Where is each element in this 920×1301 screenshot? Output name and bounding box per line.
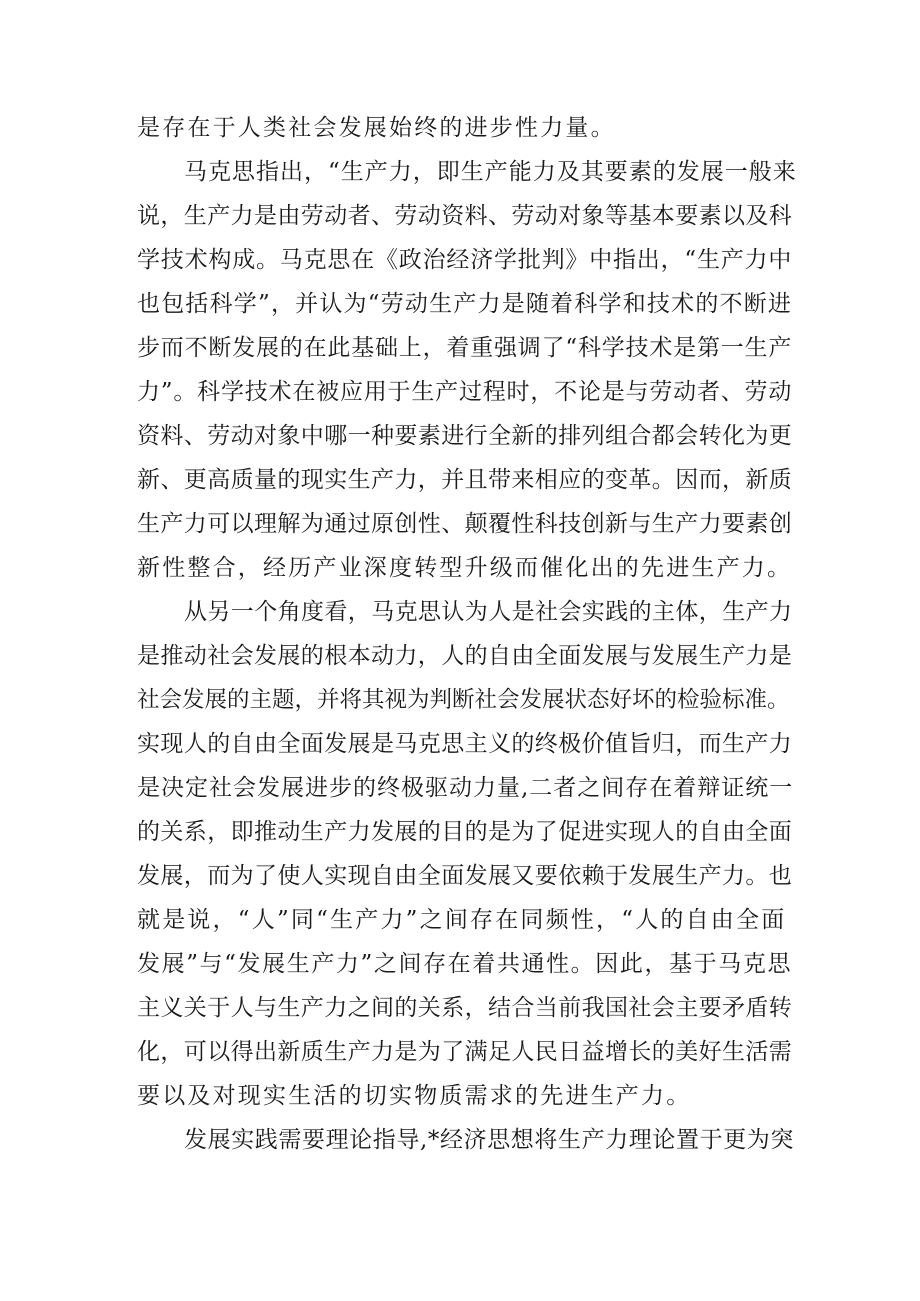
text-line-11: 新性整合，经历产业深度转型升级而催化出的先进生产力。 xyxy=(137,555,793,581)
text-line-8: 资料、劳动对象中哪一种要素进行全新的排列组合都会转化为更 xyxy=(137,423,793,449)
text-line-22: 化，可以得出新质生产力是为了满足人民日益增长的美好生活需 xyxy=(137,1039,793,1065)
text-line-14: 社会发展的主题，并将其视为判断社会发展状态好坏的检验标准。 xyxy=(137,687,790,713)
text-line-2: 马克思指出，“生产力，即生产能力及其要素的发展一般来 xyxy=(184,159,797,185)
text-line-19: 就是说，“人”同“生产力”之间存在同频性，“人的自由全面 xyxy=(137,907,787,933)
text-line-20: 发展”与“发展生产力”之间存在着共通性。因此，基于马克思 xyxy=(137,951,793,977)
text-line-17: 的关系，即推动生产力发展的目的是为了促进实现人的自由全面 xyxy=(137,819,793,845)
text-line-13: 是推动社会发展的根本动力，人的自由全面发展与发展生产力是 xyxy=(137,643,793,669)
text-line-5: 也包括科学”，并认为“劳动生产力是随着科学和技术的不断进 xyxy=(137,291,793,317)
text-line-4: 学技术构成。马克思在《政治经济学批判》中指出，“生产力中 xyxy=(137,247,793,273)
text-line-21: 主义关于人与生产力之间的关系，结合当前我国社会主要矛盾转 xyxy=(137,995,793,1021)
text-line-1: 是存在于人类社会发展始终的进步性力量。 xyxy=(137,115,616,141)
text-line-10: 生产力可以理解为通过原创性、颠覆性科技创新与生产力要素创 xyxy=(137,511,793,537)
text-line-9: 新、更高质量的现实生产力，并且带来相应的变革。因而，新质 xyxy=(137,467,793,493)
text-line-15: 实现人的自由全面发展是马克思主义的终极价值旨归，而生产力 xyxy=(137,731,793,757)
text-line-6: 步而不断发展的在此基础上，着重强调了“科学技术是第一生产 xyxy=(137,335,793,361)
text-line-12: 从另一个角度看，马克思认为人是社会实践的主体，生产力 xyxy=(184,599,793,625)
text-line-16: 是决定社会发展进步的终极驱动力量,二者之间存在着辩证统一 xyxy=(137,775,794,801)
text-line-3: 说，生产力是由劳动者、劳动资料、劳动对象等基本要素以及科 xyxy=(137,203,793,229)
text-line-18: 发展，而为了使人实现自由全面发展又要依赖于发展生产力。也 xyxy=(137,863,793,889)
text-line-23: 要以及对现实生活的切实物质需求的先进生产力。 xyxy=(137,1083,692,1109)
text-line-24: 发展实践需要理论指导,*经济思想将生产力理论置于更为突 xyxy=(184,1127,795,1153)
text-line-7: 力”。科学技术在被应用于生产过程时，不论是与劳动者、劳动 xyxy=(137,379,793,405)
